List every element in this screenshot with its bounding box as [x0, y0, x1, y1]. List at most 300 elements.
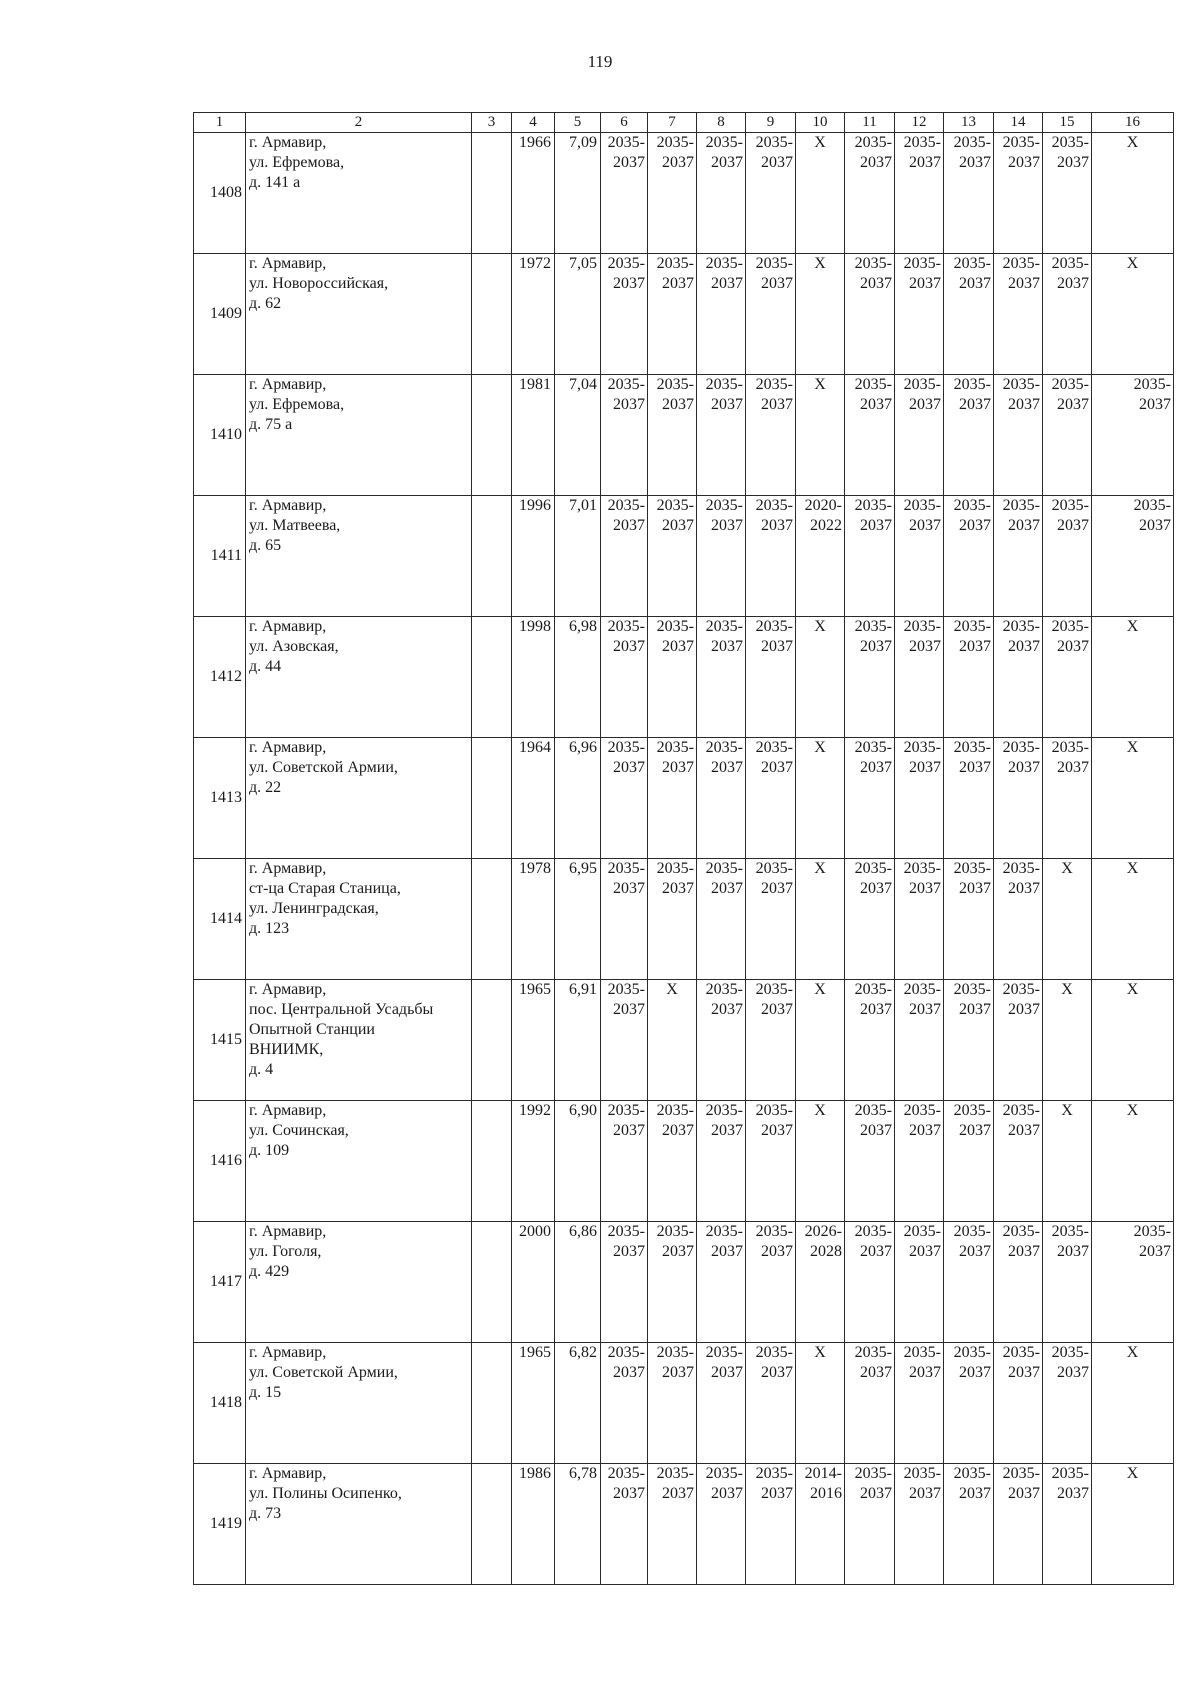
year-cell: 1981: [512, 375, 555, 496]
period-value: 2035-: [607, 1344, 645, 1361]
address-line: г. Армавир,: [249, 255, 327, 272]
period-cell: [895, 1222, 944, 1343]
period-value: 2037: [860, 154, 892, 171]
period-cell: [895, 1101, 944, 1222]
value-cell: 6,96: [555, 738, 601, 859]
period-value: X: [1126, 1344, 1139, 1361]
period-value: 2037: [1008, 275, 1040, 292]
table-row: [194, 375, 1174, 496]
period-cell: [845, 254, 895, 375]
period-value: 2035-: [854, 255, 892, 272]
period-cell: [1092, 1222, 1174, 1343]
period-value: 2035-: [607, 1102, 645, 1119]
period-cell: [994, 738, 1043, 859]
period-value: 2037: [909, 1243, 941, 1260]
address-cell: [246, 375, 472, 496]
address-line: ст-ца Старая Станица,: [249, 880, 401, 897]
period-cell: [944, 254, 994, 375]
row-number: 1412: [194, 617, 246, 738]
period-value: 2035-: [953, 860, 991, 877]
column-3-cell: [472, 375, 512, 496]
period-value: 2035-: [705, 255, 743, 272]
period-cell: [895, 1464, 944, 1585]
address-cell: [246, 980, 472, 1101]
period-cell: [994, 1222, 1043, 1343]
period-value: 2037: [662, 880, 694, 897]
address-cell: [246, 133, 472, 254]
address-line: ул. Гоголя,: [249, 1243, 322, 1260]
row-number: 1417: [194, 1222, 246, 1343]
period-cell: [648, 496, 697, 617]
period-cell: [697, 375, 746, 496]
period-value: 2037: [860, 1001, 892, 1018]
period-cell: [845, 1101, 895, 1222]
period-value: 2035-: [903, 1223, 941, 1240]
column-3-cell: [472, 1343, 512, 1464]
period-cell: [895, 375, 944, 496]
period-value: 2035-: [1002, 860, 1040, 877]
period-cell: [895, 859, 944, 980]
period-value: 2037: [860, 275, 892, 292]
period-value: 2035-: [953, 376, 991, 393]
period-value: 2037: [1057, 759, 1089, 776]
period-value: 2035-: [755, 255, 793, 272]
period-value: 2035-: [903, 860, 941, 877]
column-3-cell: [472, 980, 512, 1101]
period-value: 2035-: [656, 1102, 694, 1119]
period-value: 2035-: [903, 981, 941, 998]
period-value: 2035-: [705, 1102, 743, 1119]
period-cell: [845, 496, 895, 617]
period-value: 2035-: [705, 134, 743, 151]
period-cell: [697, 133, 746, 254]
period-value: 2035-: [755, 739, 793, 756]
period-value: 2037: [613, 517, 645, 534]
address-cell: [246, 1222, 472, 1343]
period-value: 2037: [959, 1122, 991, 1139]
column-header-9: 9: [746, 113, 796, 133]
period-cell: [994, 980, 1043, 1101]
value-cell: 7,05: [555, 254, 601, 375]
period-value: 2035-: [607, 618, 645, 635]
period-cell: [697, 1343, 746, 1464]
column-header-1: 1: [194, 113, 246, 133]
period-cell: [746, 617, 796, 738]
year-cell: 1998: [512, 617, 555, 738]
address-line: д. 4: [249, 1061, 274, 1078]
period-value: 2037: [860, 1243, 892, 1260]
period-value: 2037: [1057, 1364, 1089, 1381]
period-value: 2035-: [755, 1223, 793, 1240]
period-cell: [845, 738, 895, 859]
period-value: 2037: [1008, 1364, 1040, 1381]
table-row: [194, 859, 1174, 980]
address-line: ВНИИМК,: [249, 1041, 324, 1058]
period-value: 2037: [860, 396, 892, 413]
period-cell: [796, 133, 845, 254]
value-cell: 6,78: [555, 1464, 601, 1585]
period-cell: [697, 254, 746, 375]
period-value: 2035-: [607, 255, 645, 272]
period-value: X: [1061, 860, 1073, 877]
period-value: 2037: [860, 1364, 892, 1381]
period-value: 2037: [860, 517, 892, 534]
value-cell: 6,82: [555, 1343, 601, 1464]
period-cell: [796, 617, 845, 738]
row-number: 1411: [194, 496, 246, 617]
address-line: г. Армавир,: [249, 1344, 327, 1361]
period-value: 2035-: [1133, 376, 1171, 393]
period-cell: [601, 980, 648, 1101]
period-value: 2035-: [607, 376, 645, 393]
period-value: 2035-: [1002, 134, 1040, 151]
period-value: 2035-: [656, 618, 694, 635]
address-line: ул. Полины Осипенко,: [249, 1485, 402, 1502]
period-value: 2035-: [854, 134, 892, 151]
period-value: 2037: [909, 1485, 941, 1502]
period-value: 2035-: [755, 1102, 793, 1119]
period-value: 2035-: [607, 1223, 645, 1240]
period-cell: [994, 496, 1043, 617]
column-header-6: 6: [601, 113, 648, 133]
value-cell: 6,91: [555, 980, 601, 1101]
period-value: 2035-: [953, 1223, 991, 1240]
column-header-13: 13: [944, 113, 994, 133]
period-value: X: [1126, 739, 1139, 756]
period-cell: [796, 1222, 845, 1343]
period-cell: [994, 133, 1043, 254]
column-3-cell: [472, 738, 512, 859]
address-line: ул. Новороссийская,: [249, 275, 389, 292]
period-cell: [1043, 980, 1092, 1101]
period-value: 2037: [860, 759, 892, 776]
period-cell: [601, 1222, 648, 1343]
period-value: 2037: [1008, 1243, 1040, 1260]
period-value: 2035-: [1051, 134, 1089, 151]
period-cell: [944, 496, 994, 617]
address-line: г. Армавир,: [249, 134, 327, 151]
year-cell: 1978: [512, 859, 555, 980]
period-value: 2035-: [1051, 255, 1089, 272]
address-line: г. Армавир,: [249, 739, 327, 756]
period-value: 2035-: [953, 618, 991, 635]
row-number: 1409: [194, 254, 246, 375]
column-3-cell: [472, 617, 512, 738]
table-row: [194, 496, 1174, 617]
period-value: 2035-: [1002, 376, 1040, 393]
period-cell: [796, 375, 845, 496]
period-cell: [601, 617, 648, 738]
period-cell: [895, 738, 944, 859]
period-cell: [648, 738, 697, 859]
column-header-14: 14: [994, 113, 1043, 133]
period-value: 2035-: [607, 497, 645, 514]
period-value: 2037: [613, 1243, 645, 1260]
period-value: 2035-: [1002, 739, 1040, 756]
period-value: 2035-: [953, 1102, 991, 1119]
period-cell: [796, 980, 845, 1101]
period-value: 2037: [613, 759, 645, 776]
period-value: 2037: [662, 1364, 694, 1381]
period-cell: [1043, 375, 1092, 496]
period-value: 2037: [711, 759, 743, 776]
period-cell: [697, 496, 746, 617]
period-value: 2035-: [953, 134, 991, 151]
value-cell: 7,01: [555, 496, 601, 617]
period-cell: [994, 1464, 1043, 1585]
period-value: 2035-: [953, 1465, 991, 1482]
period-value: 2035-: [705, 1465, 743, 1482]
period-value: 2035-: [1051, 497, 1089, 514]
year-cell: 1965: [512, 980, 555, 1101]
period-value: 2037: [761, 396, 793, 413]
period-value: 2037: [662, 1122, 694, 1139]
period-cell: [1043, 738, 1092, 859]
period-value: 2037: [761, 1364, 793, 1381]
period-value: 2037: [959, 1001, 991, 1018]
period-value: 2037: [662, 759, 694, 776]
period-value: 2037: [959, 759, 991, 776]
address-line: г. Армавир,: [249, 1102, 327, 1119]
period-value: 2035-: [854, 981, 892, 998]
period-value: 2035-: [705, 739, 743, 756]
period-cell: [1092, 617, 1174, 738]
period-value: 2037: [711, 1122, 743, 1139]
address-line: д. 141 а: [249, 174, 301, 191]
period-cell: [1092, 738, 1174, 859]
period-value: 2035-: [1002, 497, 1040, 514]
address-line: д. 22: [249, 779, 282, 796]
period-value: 2035-: [953, 981, 991, 998]
period-value: 2035-: [903, 497, 941, 514]
period-value: 2037: [711, 154, 743, 171]
column-3-cell: [472, 254, 512, 375]
period-cell: [944, 980, 994, 1101]
period-value: 2035-: [755, 376, 793, 393]
period-cell: [648, 617, 697, 738]
period-value: 2035-: [755, 1465, 793, 1482]
address-line: Опытной Станции: [249, 1021, 375, 1038]
period-value: 2035-: [1133, 497, 1171, 514]
address-cell: [246, 1101, 472, 1222]
period-cell: [994, 1343, 1043, 1464]
column-header-7: 7: [648, 113, 697, 133]
period-cell: [697, 738, 746, 859]
period-cell: [994, 859, 1043, 980]
period-value: 2037: [761, 638, 793, 655]
period-cell: [746, 375, 796, 496]
address-cell: [246, 496, 472, 617]
period-cell: [1092, 133, 1174, 254]
period-value: 2037: [1057, 396, 1089, 413]
period-cell: [648, 1343, 697, 1464]
period-value: 2037: [1008, 396, 1040, 413]
period-value: 2035-: [1002, 1344, 1040, 1361]
column-3-cell: [472, 496, 512, 617]
address-line: г. Армавир,: [249, 1465, 327, 1482]
period-value: 2037: [711, 275, 743, 292]
period-value: X: [666, 981, 678, 998]
table-body: [194, 113, 1174, 1585]
address-line: ул. Матвеева,: [249, 517, 341, 534]
period-value: 2035-: [755, 981, 793, 998]
table-row: [194, 738, 1174, 859]
period-cell: [1043, 133, 1092, 254]
period-value: 2035-: [1133, 1223, 1171, 1240]
period-cell: [746, 1222, 796, 1343]
period-value: 2035-: [854, 1223, 892, 1240]
period-value: 2037: [909, 517, 941, 534]
period-cell: [1043, 859, 1092, 980]
period-cell: [944, 1343, 994, 1464]
address-line: г. Армавир,: [249, 618, 327, 635]
period-value: 2035-: [607, 981, 645, 998]
period-cell: [697, 1222, 746, 1343]
table-row: [194, 254, 1174, 375]
address-line: ул. Азовская,: [249, 638, 339, 655]
period-value: 2037: [613, 1001, 645, 1018]
period-cell: [1043, 1343, 1092, 1464]
period-value: 2035-: [705, 376, 743, 393]
period-cell: [944, 1222, 994, 1343]
period-value: X: [814, 255, 826, 272]
period-cell: [648, 254, 697, 375]
period-value: 2035-: [705, 618, 743, 635]
table-row: [194, 617, 1174, 738]
period-cell: [697, 1464, 746, 1585]
page-number: 119: [587, 52, 613, 71]
row-number: 1414: [194, 859, 246, 980]
period-value: 2035-: [656, 255, 694, 272]
period-cell: [601, 496, 648, 617]
period-cell: [648, 133, 697, 254]
period-value: X: [814, 1102, 826, 1119]
period-cell: [746, 1464, 796, 1585]
period-cell: [994, 254, 1043, 375]
period-value: 2037: [613, 1364, 645, 1381]
period-value: 2037: [909, 759, 941, 776]
period-value: 2035-: [607, 739, 645, 756]
period-value: 2037: [909, 1122, 941, 1139]
address-line: д. 44: [249, 658, 282, 675]
period-value: 2037: [909, 154, 941, 171]
period-value: X: [1126, 618, 1139, 635]
period-value: 2037: [909, 638, 941, 655]
period-value: 2037: [959, 1364, 991, 1381]
period-value: 2035-: [1051, 1344, 1089, 1361]
table-row: [194, 980, 1174, 1101]
period-value: 2035-: [607, 860, 645, 877]
period-value: 2037: [959, 1485, 991, 1502]
period-value: 2035-: [903, 1465, 941, 1482]
row-number: 1415: [194, 980, 246, 1101]
period-cell: [994, 1101, 1043, 1222]
period-cell: [895, 980, 944, 1101]
period-value: 2035-: [1051, 1465, 1089, 1482]
period-value: 2037: [1008, 1122, 1040, 1139]
period-cell: [746, 254, 796, 375]
period-cell: [944, 133, 994, 254]
period-cell: [944, 738, 994, 859]
period-value: 2037: [613, 154, 645, 171]
address-cell: [246, 738, 472, 859]
row-number: 1416: [194, 1101, 246, 1222]
period-value: 2035-: [607, 134, 645, 151]
period-cell: [746, 496, 796, 617]
period-value: 2035-: [656, 497, 694, 514]
year-cell: 1996: [512, 496, 555, 617]
period-cell: [796, 496, 845, 617]
period-value: 2035-: [1002, 1223, 1040, 1240]
period-value: 2035-: [953, 739, 991, 756]
period-value: 2037: [1057, 154, 1089, 171]
period-cell: [845, 617, 895, 738]
period-value: 2035-: [705, 860, 743, 877]
column-3-cell: [472, 1101, 512, 1222]
period-value: 2037: [761, 1485, 793, 1502]
period-value: 2037: [711, 638, 743, 655]
address-line: д. 123: [249, 920, 290, 937]
period-cell: [1092, 1101, 1174, 1222]
period-value: 2035-: [656, 1223, 694, 1240]
period-cell: [601, 738, 648, 859]
period-value: 2037: [959, 275, 991, 292]
period-value: 2035-: [1002, 618, 1040, 635]
period-value: 2035-: [1002, 1102, 1040, 1119]
period-value: 2037: [1008, 154, 1040, 171]
period-cell: [1043, 617, 1092, 738]
period-cell: [648, 1464, 697, 1585]
column-header-2: 2: [246, 113, 472, 133]
period-value: 2037: [761, 1001, 793, 1018]
period-cell: [944, 375, 994, 496]
year-cell: 1964: [512, 738, 555, 859]
period-value: 2037: [1008, 1001, 1040, 1018]
period-value: 2037: [662, 275, 694, 292]
address-line: д. 73: [249, 1505, 282, 1522]
period-cell: [895, 133, 944, 254]
period-cell: [1092, 375, 1174, 496]
address-line: ул. Ефремова,: [249, 396, 345, 413]
period-value: 2035-: [656, 134, 694, 151]
period-value: 2035-: [607, 1465, 645, 1482]
address-line: ул. Ефремова,: [249, 154, 345, 171]
period-value: 2037: [711, 1364, 743, 1381]
period-value: 2028: [810, 1243, 842, 1260]
address-line: ул. Советской Армии,: [249, 1364, 398, 1381]
period-value: X: [814, 376, 826, 393]
period-cell: [697, 1101, 746, 1222]
period-value: 2037: [761, 517, 793, 534]
value-cell: 6,86: [555, 1222, 601, 1343]
period-value: 2035-: [903, 1102, 941, 1119]
period-cell: [1092, 496, 1174, 617]
address-line: г. Армавир,: [249, 497, 327, 514]
period-cell: [895, 254, 944, 375]
period-value: 2037: [662, 517, 694, 534]
period-value: 2026-: [804, 1223, 842, 1240]
period-value: 2035-: [854, 860, 892, 877]
row-number: 1410: [194, 375, 246, 496]
period-value: 2037: [662, 1243, 694, 1260]
year-cell: 1986: [512, 1464, 555, 1585]
period-value: 2037: [761, 1122, 793, 1139]
period-value: 2037: [1057, 275, 1089, 292]
column-3-cell: [472, 1464, 512, 1585]
period-cell: [648, 375, 697, 496]
period-cell: [845, 133, 895, 254]
period-cell: [1092, 1464, 1174, 1585]
